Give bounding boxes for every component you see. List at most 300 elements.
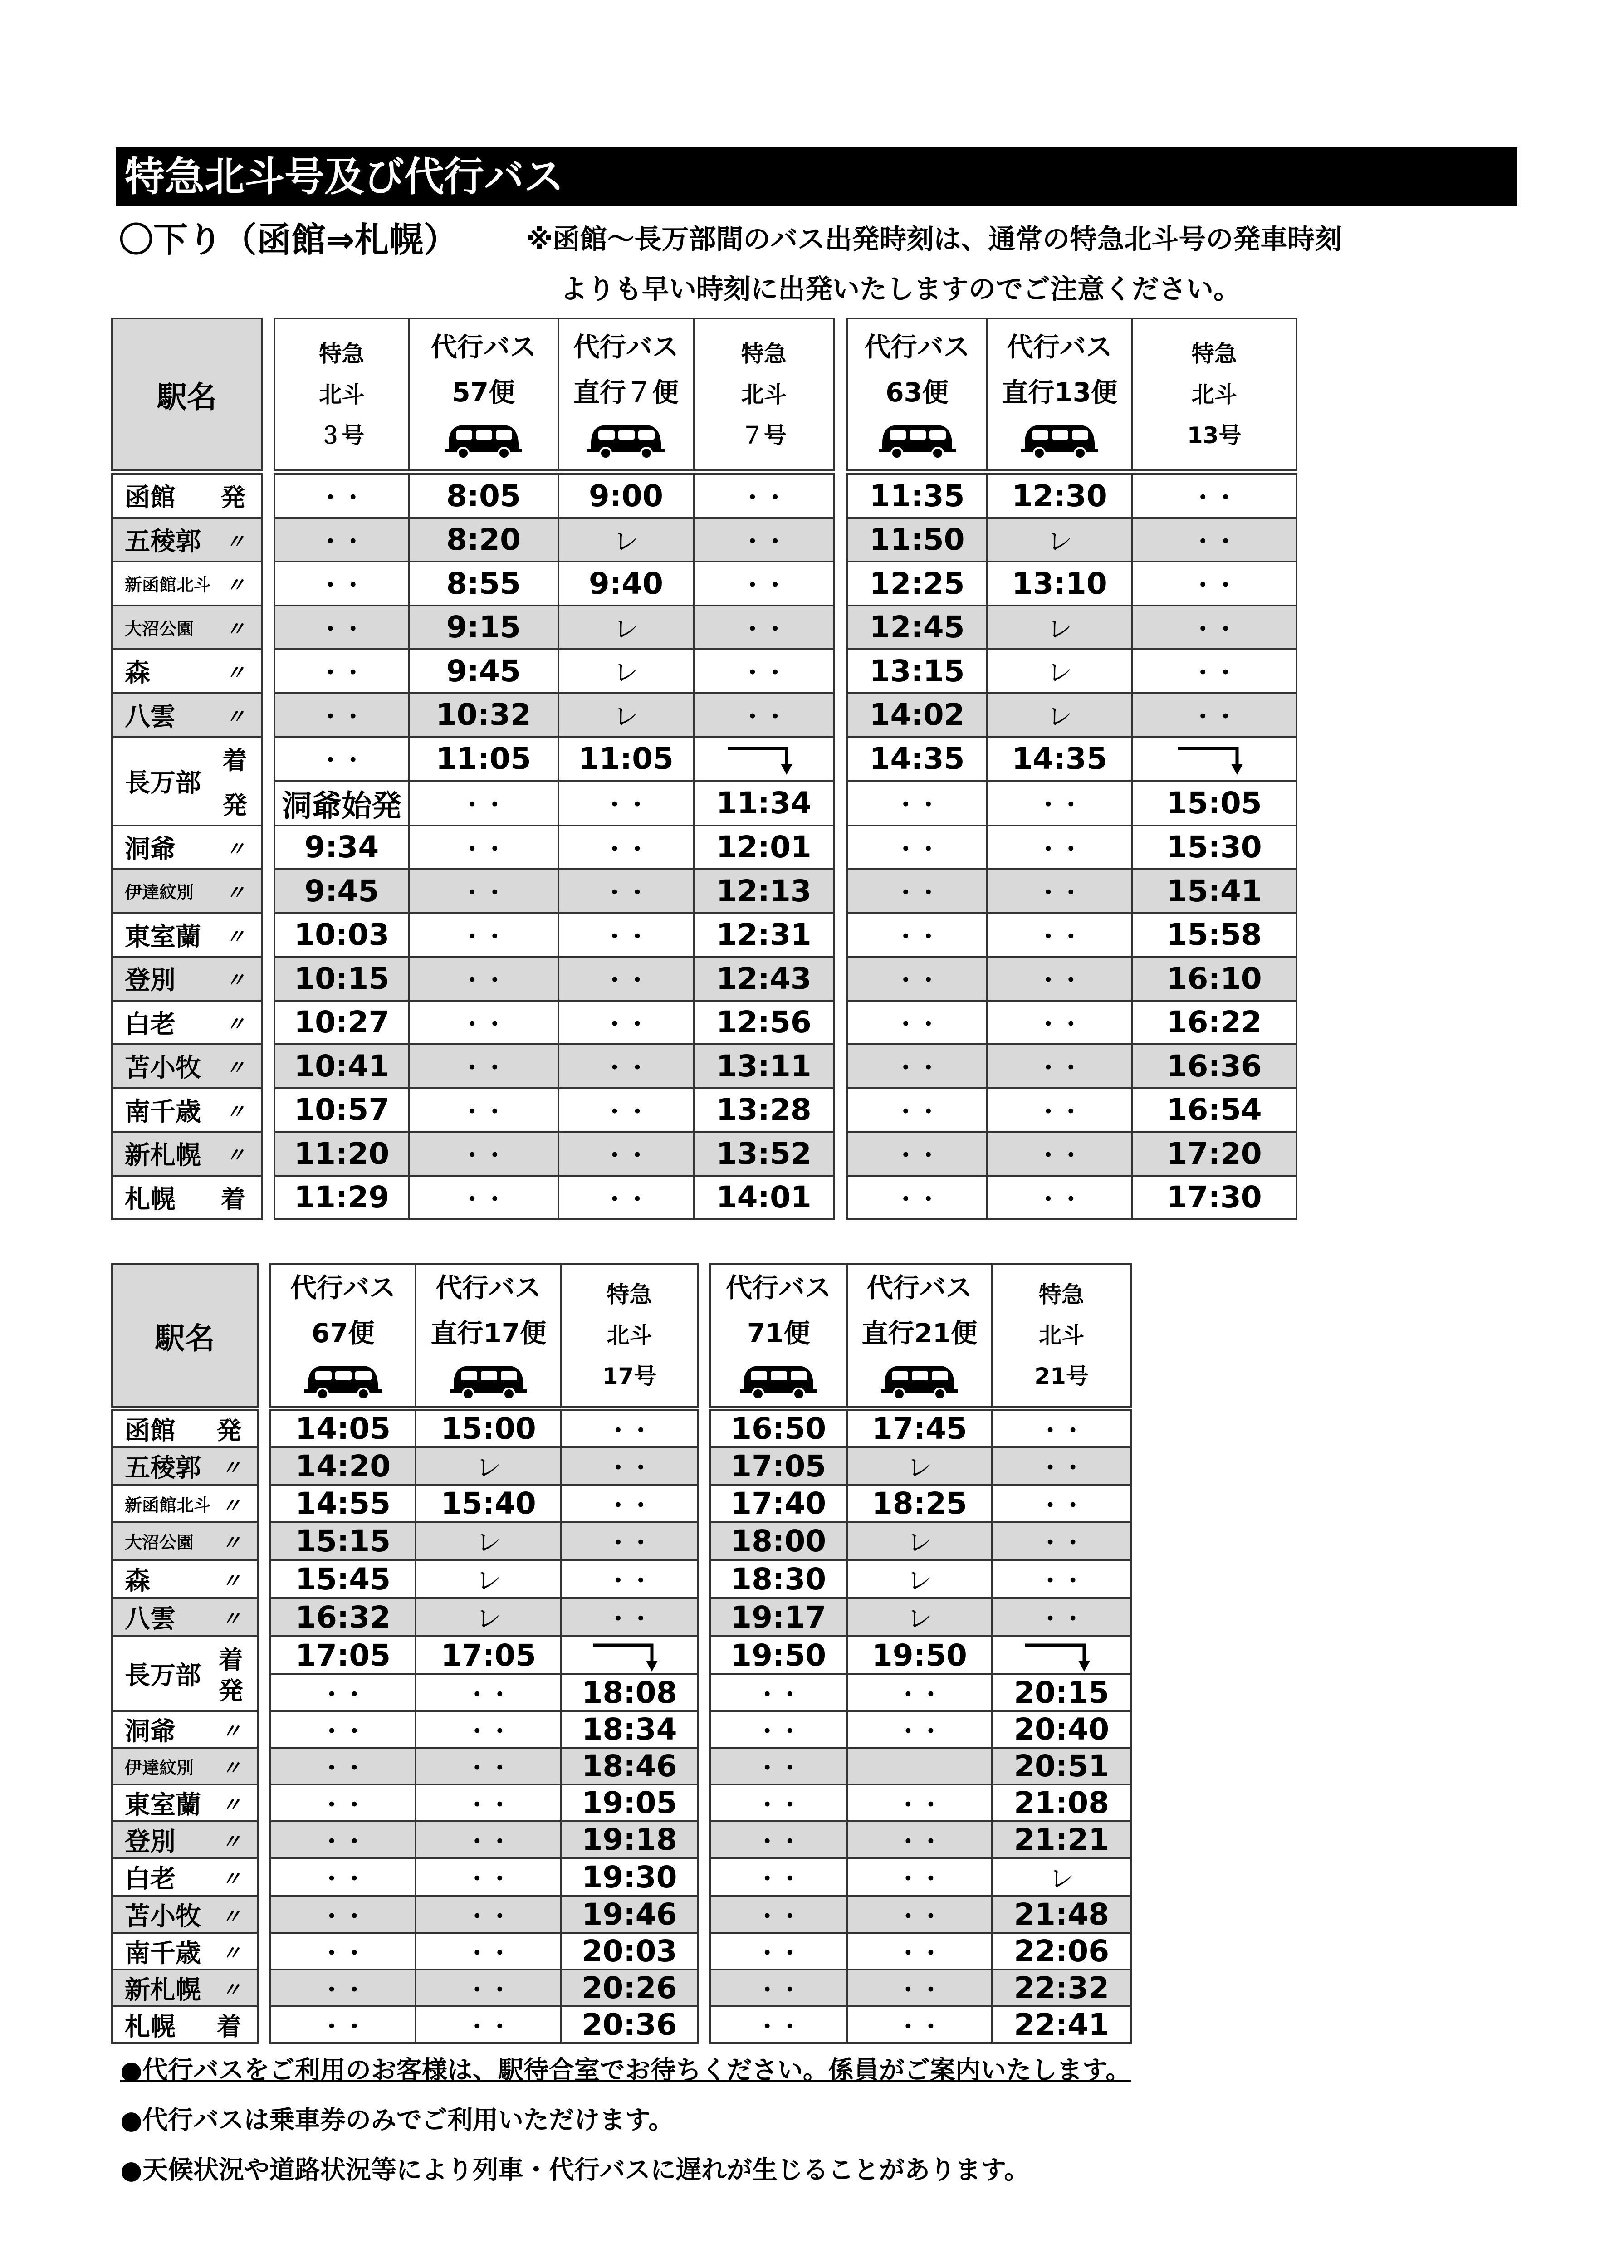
- station-name: 五稜郭: [125, 1453, 201, 1483]
- time-cell: 18:00: [710, 1522, 847, 1560]
- time-cell: ・・: [1132, 474, 1296, 518]
- spacer: [834, 318, 847, 470]
- time-cell: 12:01: [694, 826, 834, 870]
- time-cell: 9:40: [558, 562, 694, 606]
- time-cell: 11:05: [409, 737, 558, 781]
- time-cell: ・・: [409, 1088, 558, 1132]
- station-name: 白老: [125, 1864, 176, 1894]
- table-row: [112, 1674, 1131, 1711]
- station-cell-minamichitose: [112, 1933, 258, 1970]
- station-cell-datemombetsu: [112, 869, 262, 913]
- table-row: [112, 737, 1296, 781]
- ditto-mark: 〃: [221, 1720, 241, 1743]
- station-name: 長万部: [125, 1661, 201, 1691]
- time-cell: ・・: [416, 1933, 561, 1970]
- train-number-label: 71便: [747, 1318, 810, 1349]
- time-cell: 13:52: [694, 1132, 834, 1176]
- time-cell: 18:46: [561, 1748, 698, 1784]
- ditto-mark: 〃: [225, 1056, 245, 1080]
- station-name: 札幌: [125, 2012, 176, 2042]
- train-header-line: 北斗: [1191, 381, 1237, 408]
- ditto-mark: 〃: [221, 1569, 241, 1593]
- time-cell: ・・: [847, 1896, 993, 1933]
- time-cell: [1132, 737, 1296, 781]
- spacer: [834, 737, 847, 781]
- time-cell: ・・: [992, 1485, 1131, 1522]
- train-number-label: 直行13便: [1002, 376, 1118, 408]
- station-column-header: 駅名: [112, 318, 262, 470]
- station-name: 函館: [125, 1416, 176, 1446]
- footnote-waiting-room: ●代行バスをご利用のお客様は、駅待合室でお待ちください。係員がご案内いたします。: [120, 2056, 1131, 2085]
- departure-mark: 発: [216, 1416, 241, 1445]
- spacer: [262, 562, 275, 606]
- station-name: 登別: [125, 1827, 176, 1857]
- spacer: [834, 957, 847, 1001]
- separator-cell: [416, 1407, 561, 1410]
- spacer: [698, 1674, 710, 1711]
- station-cell-shinhakodate: [112, 1485, 258, 1522]
- time-cell: 16:32: [270, 1598, 416, 1636]
- station-column-header: 駅名: [112, 1264, 258, 1407]
- time-cell: 14:55: [270, 1485, 416, 1522]
- table-row: [112, 562, 1296, 606]
- separator-cell: [258, 1407, 270, 1410]
- station-name: 新函館北斗: [125, 575, 211, 595]
- spacer: [698, 1447, 710, 1485]
- train-header: [992, 1264, 1131, 1407]
- time-cell: ・・: [409, 826, 558, 870]
- station-name: 八雲: [125, 1604, 176, 1634]
- time-cell: ・・: [409, 869, 558, 913]
- time-cell: ・・: [409, 1176, 558, 1220]
- time-cell: 12:45: [847, 606, 987, 650]
- time-cell: 9:00: [558, 474, 694, 518]
- time-cell: ・・: [274, 737, 409, 781]
- header-row: [112, 1264, 1131, 1407]
- time-cell: ・・: [987, 1088, 1132, 1132]
- train-header-line: 13号: [1187, 422, 1242, 449]
- time-cell: ・・: [270, 1711, 416, 1748]
- station-cell-onuma: [112, 606, 262, 650]
- train-header-line: 特急: [319, 340, 365, 367]
- time-cell: ・・: [274, 474, 409, 518]
- time-cell: ・・: [847, 869, 987, 913]
- time-cell: レ: [847, 1447, 993, 1485]
- station-name: 大沼公園: [125, 1532, 194, 1553]
- time-cell: 9:45: [274, 869, 409, 913]
- time-cell: ・・: [694, 562, 834, 606]
- table-row: [112, 649, 1296, 693]
- time-cell: ・・: [416, 2006, 561, 2043]
- time-cell: ・・: [558, 1132, 694, 1176]
- time-cell: 19:46: [561, 1896, 698, 1933]
- time-cell: ・・: [847, 1132, 987, 1176]
- ditto-mark: 〃: [221, 1941, 241, 1965]
- spacer: [698, 1560, 710, 1598]
- time-cell: 11:29: [274, 1176, 409, 1220]
- time-cell: ・・: [987, 1001, 1132, 1045]
- time-cell: 17:05: [416, 1636, 561, 1674]
- time-cell: ・・: [1132, 562, 1296, 606]
- station-name: 長万部: [125, 768, 201, 798]
- time-cell: 9:15: [409, 606, 558, 650]
- station-cell-yakumo: [112, 1598, 258, 1636]
- station-cell-toya: [112, 826, 262, 870]
- time-cell: 16:10: [1132, 957, 1296, 1001]
- bus-icon: [879, 415, 956, 465]
- table-row: [112, 474, 1296, 518]
- bus-icon: [450, 1356, 527, 1406]
- time-cell: ・・: [694, 693, 834, 737]
- time-cell: ・・: [710, 1748, 847, 1784]
- spacer: [262, 474, 275, 518]
- spacer: [258, 1674, 270, 1711]
- spacer: [262, 318, 275, 470]
- time-cell: ・・: [710, 1711, 847, 1748]
- time-cell: ・・: [847, 1674, 993, 1711]
- time-cell: 19:17: [710, 1598, 847, 1636]
- time-cell: 16:54: [1132, 1088, 1296, 1132]
- time-cell: ・・: [409, 1044, 558, 1088]
- train-header: [710, 1264, 847, 1407]
- table-row: [112, 1044, 1296, 1088]
- spacer: [834, 1088, 847, 1132]
- station-cell-mori: [112, 649, 262, 693]
- time-cell: 12:25: [847, 562, 987, 606]
- time-cell: 15:41: [1132, 869, 1296, 913]
- spacer: [698, 1970, 710, 2006]
- time-cell: 14:05: [270, 1410, 416, 1447]
- time-cell: 15:58: [1132, 913, 1296, 957]
- time-cell: 19:18: [561, 1821, 698, 1858]
- time-cell: 18:25: [847, 1485, 993, 1522]
- time-cell: ・・: [558, 869, 694, 913]
- time-cell: ・・: [987, 869, 1132, 913]
- time-cell: ・・: [270, 1784, 416, 1821]
- train-type-label: 代行バス: [726, 1272, 832, 1303]
- separator-cell: [847, 470, 987, 474]
- spacer: [698, 1410, 710, 1447]
- time-cell: ・・: [847, 1001, 987, 1045]
- time-cell: ・・: [270, 1896, 416, 1933]
- time-cell: ・・: [409, 913, 558, 957]
- train-type-label: 代行バス: [1007, 331, 1112, 362]
- time-cell: 10:03: [274, 913, 409, 957]
- time-cell: ・・: [561, 1522, 698, 1560]
- station-name: 洞爺: [125, 1716, 176, 1746]
- spacer: [834, 869, 847, 913]
- ditto-mark: 〃: [221, 1457, 241, 1480]
- time-cell: レ: [558, 649, 694, 693]
- time-cell: ・・: [416, 1784, 561, 1821]
- time-cell: 13:11: [694, 1044, 834, 1088]
- time-cell: 17:30: [1132, 1176, 1296, 1220]
- time-cell: 22:41: [992, 2006, 1131, 2043]
- time-cell: ・・: [847, 913, 987, 957]
- train-header-line: 特急: [741, 340, 787, 367]
- station-cell-goryokaku: [112, 518, 262, 562]
- separator-cell: [112, 470, 262, 474]
- ditto-mark: 〃: [225, 881, 245, 905]
- train-header: [1132, 318, 1296, 470]
- time-cell: 14:01: [694, 1176, 834, 1220]
- time-cell: [561, 1636, 698, 1674]
- train-type-label: 代行バス: [573, 331, 679, 362]
- time-cell: ・・: [847, 1784, 993, 1821]
- station-cell-noboribetsu: [112, 1821, 258, 1858]
- spacer: [698, 1636, 710, 1674]
- time-cell: 14:20: [270, 1447, 416, 1485]
- time-cell: 14:02: [847, 693, 987, 737]
- station-name: 東室蘭: [125, 922, 201, 952]
- table-row: [112, 1560, 1131, 1598]
- arrival-mark: 着: [220, 1185, 245, 1214]
- train-header-line: ３号: [319, 422, 365, 449]
- spacer: [262, 518, 275, 562]
- spacer: [698, 1598, 710, 1636]
- time-cell: 18:08: [561, 1674, 698, 1711]
- ditto-mark: 〃: [221, 1793, 241, 1817]
- station-cell-mori: [112, 1560, 258, 1598]
- time-cell: 15:45: [270, 1560, 416, 1598]
- arrival-mark: 着: [222, 746, 247, 775]
- train-header: [694, 318, 834, 470]
- separator-cell: [694, 470, 834, 474]
- time-cell: 15:05: [1132, 781, 1296, 826]
- spacer: [834, 1044, 847, 1088]
- station-name: 苫小牧: [125, 1901, 201, 1931]
- station-name: 大沼公園: [125, 619, 194, 639]
- train-type-label: 代行バス: [290, 1272, 396, 1303]
- ditto-mark: 〃: [221, 1978, 241, 2002]
- spacer: [258, 1636, 270, 1674]
- time-cell: ・・: [710, 2006, 847, 2043]
- train-header: [847, 318, 987, 470]
- table-row: [112, 913, 1296, 957]
- table-row: [112, 1858, 1131, 1896]
- arrival-mark: 着: [218, 1646, 243, 1674]
- table-row: [112, 869, 1296, 913]
- spacer: [834, 781, 847, 826]
- spacer: [258, 1858, 270, 1896]
- train-header: [847, 1264, 993, 1407]
- time-cell: 11:50: [847, 518, 987, 562]
- time-cell: ・・: [561, 1447, 698, 1485]
- spacer: [698, 1933, 710, 1970]
- ditto-mark: 〃: [225, 969, 245, 992]
- train-header-line: 北斗: [741, 381, 787, 408]
- time-cell: ・・: [561, 1598, 698, 1636]
- time-cell: ・・: [992, 1522, 1131, 1560]
- time-cell: ・・: [847, 1970, 993, 2006]
- time-cell: ・・: [710, 1821, 847, 1858]
- spacer: [262, 869, 275, 913]
- time-cell: ・・: [274, 518, 409, 562]
- time-cell: 18:34: [561, 1711, 698, 1748]
- station-name: 八雲: [125, 702, 176, 732]
- time-cell: ・・: [270, 1674, 416, 1711]
- train-header-line: 17号: [602, 1363, 657, 1389]
- time-cell: ・・: [416, 1821, 561, 1858]
- table-row: [112, 1088, 1296, 1132]
- ditto-mark: 〃: [225, 574, 245, 597]
- time-cell: 22:06: [992, 1933, 1131, 1970]
- time-cell: ・・: [561, 1410, 698, 1447]
- table-row: [112, 1176, 1296, 1220]
- separator-cell: [847, 1407, 993, 1410]
- time-cell: 21:08: [992, 1784, 1131, 1821]
- station-cell-higashimuroran: [112, 1784, 258, 1821]
- time-cell: 21:21: [992, 1821, 1131, 1858]
- train-header: [274, 318, 409, 470]
- time-cell: [694, 737, 834, 781]
- time-cell: 21:48: [992, 1896, 1131, 1933]
- time-cell: ・・: [416, 1970, 561, 2006]
- time-cell: 12:56: [694, 1001, 834, 1045]
- train-number-label: 67便: [311, 1318, 375, 1349]
- spacer: [698, 1784, 710, 1821]
- station-name: 洞爺: [125, 834, 176, 864]
- spacer: [262, 1176, 275, 1220]
- spacer: [262, 737, 275, 781]
- time-cell: 12:30: [987, 474, 1132, 518]
- time-cell: ・・: [847, 1176, 987, 1220]
- station-name: 登別: [125, 966, 176, 996]
- ditto-mark: 〃: [225, 837, 245, 861]
- train-type-label: 代行バス: [430, 331, 536, 362]
- station-cell-yakumo: [112, 693, 262, 737]
- time-cell: ・・: [270, 1933, 416, 1970]
- ditto-mark: 〃: [221, 1608, 241, 1631]
- train-type-label: 代行バス: [866, 1272, 972, 1303]
- time-cell: ・・: [416, 1858, 561, 1896]
- spacer: [698, 1711, 710, 1748]
- time-cell: ・・: [409, 781, 558, 826]
- time-cell: ・・: [992, 1598, 1131, 1636]
- time-cell: ・・: [274, 606, 409, 650]
- spacer: [262, 913, 275, 957]
- time-cell: ・・: [847, 1858, 993, 1896]
- train-header-line: 21号: [1034, 1363, 1089, 1389]
- spacer: [258, 1970, 270, 2006]
- departure-mark: 発: [220, 483, 245, 512]
- spacer: [834, 518, 847, 562]
- spacer: [262, 957, 275, 1001]
- ditto-mark: 〃: [221, 1867, 241, 1891]
- spacer: [262, 649, 275, 693]
- ditto-mark: 〃: [225, 705, 245, 728]
- time-cell: 17:20: [1132, 1132, 1296, 1176]
- time-cell: 20:03: [561, 1933, 698, 1970]
- separator-cell: [561, 1407, 698, 1410]
- train-header-line: 特急: [1039, 1281, 1085, 1308]
- continues-arrow-icon: [1023, 1637, 1100, 1673]
- separator-row: [112, 470, 1296, 474]
- table-row: [112, 826, 1296, 870]
- time-cell: 20:26: [561, 1970, 698, 2006]
- header-row: [112, 318, 1296, 470]
- time-cell: ・・: [270, 2006, 416, 2043]
- separator-cell: [409, 470, 558, 474]
- spacer: [258, 1560, 270, 1598]
- spacer: [698, 1821, 710, 1858]
- station-cell-oshamambe: [112, 1636, 258, 1711]
- ditto-mark: 〃: [225, 1012, 245, 1036]
- ditto-mark: 〃: [225, 661, 245, 685]
- time-cell: 12:31: [694, 913, 834, 957]
- station-name: 新函館北斗: [125, 1495, 211, 1515]
- station-cell-toya: [112, 1711, 258, 1748]
- spacer: [834, 913, 847, 957]
- time-cell: レ: [987, 693, 1132, 737]
- time-cell: ・・: [992, 1410, 1131, 1447]
- time-cell: [847, 1748, 993, 1784]
- separator-cell: [987, 470, 1132, 474]
- time-cell: ・・: [558, 1176, 694, 1220]
- time-cell: 11:35: [847, 474, 987, 518]
- notice-line-2: よりも早い時刻に出発いたしますのでご注意ください。: [560, 274, 1241, 305]
- station-cell-shinsapporo: [112, 1132, 262, 1176]
- station-name: 五稜郭: [125, 527, 201, 557]
- time-cell: レ: [416, 1522, 561, 1560]
- time-cell: 8:20: [409, 518, 558, 562]
- spacer: [834, 649, 847, 693]
- train-header-line: 特急: [607, 1281, 652, 1308]
- station-name: 白老: [125, 1009, 176, 1039]
- station-name: 札幌: [125, 1184, 176, 1214]
- station-cell-hakodate: [112, 474, 262, 518]
- spacer: [258, 1784, 270, 1821]
- spacer: [258, 1598, 270, 1636]
- spacer: [834, 474, 847, 518]
- station-name: 東室蘭: [125, 1790, 201, 1820]
- table-row: [112, 1410, 1131, 1447]
- time-cell: ・・: [710, 1784, 847, 1821]
- ditto-mark: 〃: [225, 925, 245, 948]
- station-name: 伊達紋別: [125, 1758, 194, 1778]
- time-cell: ・・: [270, 1970, 416, 2006]
- time-cell: ・・: [416, 1711, 561, 1748]
- time-cell: ・・: [847, 1821, 993, 1858]
- time-cell: ・・: [987, 957, 1132, 1001]
- time-cell: ・・: [270, 1748, 416, 1784]
- time-cell: ・・: [847, 781, 987, 826]
- spacer: [262, 693, 275, 737]
- footnote-delay: ●天候状況や道路状況等により列車・代行バスに遅れが生じることがあります。: [120, 2156, 1030, 2185]
- spacer: [262, 781, 275, 826]
- time-cell: 11:20: [274, 1132, 409, 1176]
- station-cell-shinsapporo: [112, 1970, 258, 2006]
- spacer: [834, 693, 847, 737]
- train-header-line: 北斗: [1039, 1322, 1085, 1349]
- station-name: 伊達紋別: [125, 882, 194, 903]
- bus-icon: [304, 1356, 382, 1406]
- spacer: [258, 1447, 270, 1485]
- continues-arrow-icon: [591, 1637, 668, 1673]
- time-cell: ・・: [694, 518, 834, 562]
- spacer: [698, 1748, 710, 1784]
- time-cell: ・・: [1132, 649, 1296, 693]
- train-header-line: 北斗: [319, 381, 365, 408]
- time-cell: 14:35: [847, 737, 987, 781]
- station-name: 苫小牧: [125, 1053, 201, 1083]
- time-cell: ・・: [847, 1933, 993, 1970]
- spacer: [698, 1858, 710, 1896]
- spacer: [262, 1132, 275, 1176]
- ditto-mark: 〃: [221, 1905, 241, 1928]
- station-cell-onuma: [112, 1522, 258, 1560]
- separator-row: [112, 1407, 1131, 1410]
